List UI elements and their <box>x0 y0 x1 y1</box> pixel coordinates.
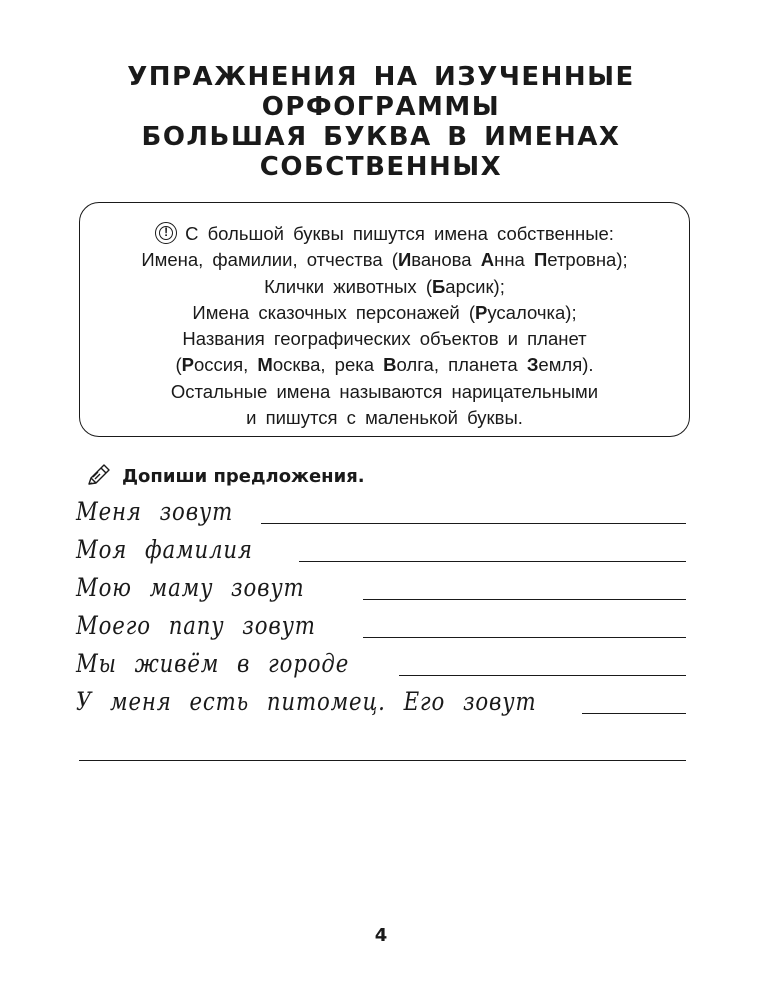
answer-line[interactable] <box>299 561 686 562</box>
sentence-prompt: Моего папу зовут <box>76 611 316 640</box>
answer-line[interactable] <box>363 599 686 600</box>
title-line-3: БОЛЬШАЯ БУКВА В ИМЕНАХ <box>141 122 621 152</box>
pencil-icon <box>86 462 112 488</box>
sentence-row-5 <box>76 646 686 684</box>
answer-line[interactable] <box>261 523 686 524</box>
answer-line[interactable] <box>582 713 686 714</box>
task-heading: Допиши предложения. <box>86 462 365 488</box>
sentence-prompt: Меня зовут <box>76 497 234 526</box>
sentence-row-4 <box>76 608 686 646</box>
rule-line-3: Клички животных (Барсик); <box>264 275 505 297</box>
answer-line[interactable] <box>363 637 686 638</box>
title-line-4: СОБСТВЕННЫХ <box>259 152 503 182</box>
sentence-prompt: У меня есть питомец. Его зовут <box>76 687 537 716</box>
page-title <box>0 62 762 182</box>
rule-line-4: Имена сказочных персонажей (Русалочка); <box>192 301 577 323</box>
sentence-prompt: Мою маму зовут <box>76 573 305 602</box>
sentence-row-3 <box>76 570 686 608</box>
rule-line-6: (Россия, Москва, река Волга, планета Земля). <box>175 354 594 376</box>
sentence-prompt: Моя фамилия <box>76 535 253 564</box>
rule-line-7: Остальные имена называются нарицательными <box>170 380 599 402</box>
sentence-row-1 <box>76 494 686 532</box>
rule-line-2: Имена, фамилии, отчества (Иванова Анна Петровна); <box>141 249 628 271</box>
rule-box <box>79 202 690 437</box>
rule-text <box>80 221 689 431</box>
title-line-2: ОРФОГРАММЫ <box>261 92 501 122</box>
sentence-row-2 <box>76 532 686 570</box>
rule-line-5: Названия географических объектов и планет <box>182 328 587 350</box>
sentence-prompt: Мы живём в городе <box>76 649 350 678</box>
exclamation-icon: ! <box>155 222 177 244</box>
rule-line-8: и пишутся с маленькой буквы. <box>246 407 523 429</box>
sentence-row-6 <box>76 684 686 722</box>
rule-line-1: ! С большой буквы пишутся имена собственные: <box>80 221 689 247</box>
answer-line[interactable] <box>399 675 686 676</box>
answer-line-full[interactable] <box>79 760 686 761</box>
page-number: 4 <box>374 925 388 946</box>
title-line-1: УПРАЖНЕНИЯ НА ИЗУЧЕННЫЕ <box>127 62 635 92</box>
